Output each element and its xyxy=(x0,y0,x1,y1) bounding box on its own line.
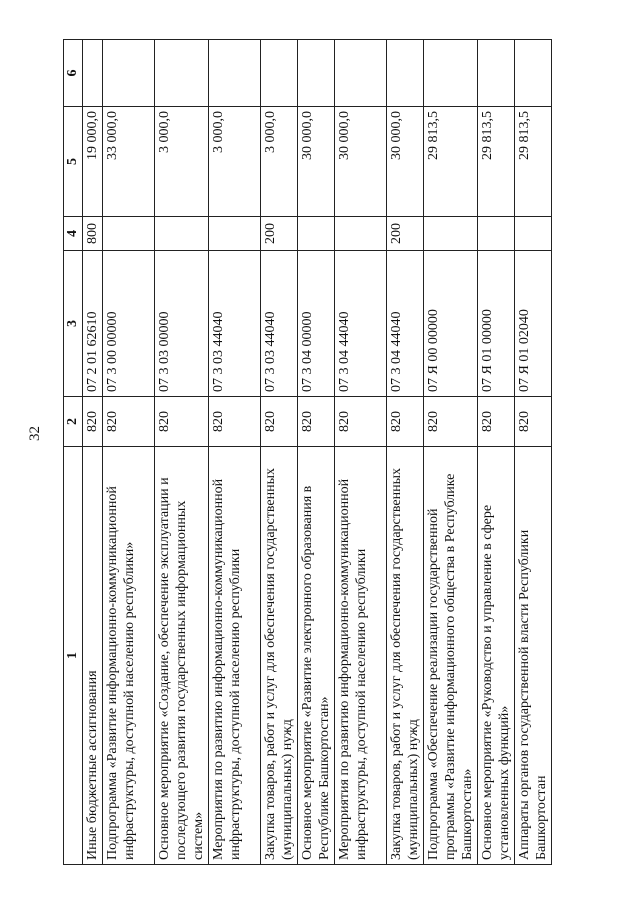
table-cell-vr xyxy=(298,217,335,251)
table-cell-vr xyxy=(515,217,552,251)
budget-table xyxy=(63,39,552,865)
table-cell-sum: 3 000,0 xyxy=(261,107,298,217)
table-cell-extra xyxy=(209,40,261,107)
table-cell-name: Мероприятия по развитию информационно-коммуникационной инфраструктуры, доступной населению республики xyxy=(335,447,387,865)
table-cell-code: 07 3 00 00000 xyxy=(103,251,155,397)
table-cell-sum: 29 813,5 xyxy=(424,107,478,217)
table-cell-name: Основное мероприятие «Развитие электронного образования в Республике Башкортостан» xyxy=(298,447,335,865)
table-cell-vr xyxy=(155,217,209,251)
table-cell-ved: 820 xyxy=(424,397,478,447)
table-cell-ved: 820 xyxy=(335,397,387,447)
table-cell-ved: 820 xyxy=(478,397,515,447)
table-cell-vr xyxy=(424,217,478,251)
table-row xyxy=(155,40,209,865)
table-cell-name: Основное мероприятие «Создание, обеспечение эксплуатации и последующего развития государственных информационных систем» xyxy=(155,447,209,865)
table-cell-code: 07 3 03 44040 xyxy=(209,251,261,397)
table-cell-ved: 820 xyxy=(387,397,424,447)
table-cell-sum: 3 000,0 xyxy=(209,107,261,217)
header-row xyxy=(64,40,83,865)
header-cell: 5 xyxy=(64,107,83,217)
header-cell: 3 xyxy=(64,251,83,397)
table-cell-name: Подпрограмма «Развитие информационно-коммуникационной инфраструктуры, доступной населению республики» xyxy=(103,447,155,865)
table-cell-name: Аппараты органов государственной власти Республики Башкортостан xyxy=(515,447,552,865)
table-cell-extra xyxy=(478,40,515,107)
table-cell-sum: 29 813,5 xyxy=(478,107,515,217)
table-cell-ved: 820 xyxy=(83,397,103,447)
table-cell-ved: 820 xyxy=(103,397,155,447)
table-cell-code: 07 3 03 44040 xyxy=(261,251,298,397)
table-row xyxy=(298,40,335,865)
header-cell: 6 xyxy=(64,40,83,107)
table-row xyxy=(335,40,387,865)
table-cell-vr: 800 xyxy=(83,217,103,251)
table-cell-vr xyxy=(103,217,155,251)
table-row xyxy=(478,40,515,865)
table-row xyxy=(387,40,424,865)
header-cell: 1 xyxy=(64,447,83,865)
table-cell-sum: 3 000,0 xyxy=(155,107,209,217)
table-row xyxy=(515,40,552,865)
table-cell-code: 07 3 04 44040 xyxy=(387,251,424,397)
table-cell-vr: 200 xyxy=(387,217,424,251)
table-cell-sum: 33 000,0 xyxy=(103,107,155,217)
table-cell-name: Основное мероприятие «Руководство и управление в сфере установленных функций» xyxy=(478,447,515,865)
table-cell-name: Мероприятия по развитию информационно-коммуникационной инфраструктуры, доступной населению республики xyxy=(209,447,261,865)
table-cell-sum: 29 813,5 xyxy=(515,107,552,217)
table-row xyxy=(83,40,103,865)
table-row xyxy=(261,40,298,865)
table-cell-ved: 820 xyxy=(209,397,261,447)
rotated-table-wrapper xyxy=(63,40,603,865)
table-cell-sum: 19 000,0 xyxy=(83,107,103,217)
table-cell-name: Подпрограмма «Обеспечение реализации государственной программы «Развитие информационного общества в Республике Башкортостан» xyxy=(424,447,478,865)
table-cell-name: Закупка товаров, работ и услуг для обеспечения государственных (муниципальных) нужд xyxy=(261,447,298,865)
table-cell-sum: 30 000,0 xyxy=(298,107,335,217)
table-row xyxy=(209,40,261,865)
table-cell-extra xyxy=(335,40,387,107)
table-cell-extra xyxy=(515,40,552,107)
table-cell-vr xyxy=(478,217,515,251)
table-row xyxy=(424,40,478,865)
table-cell-sum: 30 000,0 xyxy=(387,107,424,217)
table-cell-code: 07 Я 00 00000 xyxy=(424,251,478,397)
table-cell-name: Иные бюджетные ассигнования xyxy=(83,447,103,865)
table-cell-name: Закупка товаров, работ и услуг для обеспечения государственных (муниципальных) нужд xyxy=(387,447,424,865)
table-cell-vr xyxy=(335,217,387,251)
page-number: 32 xyxy=(27,426,43,441)
table-cell-extra xyxy=(83,40,103,107)
header-cell: 2 xyxy=(64,397,83,447)
table-row xyxy=(103,40,155,865)
table-cell-code: 07 3 03 00000 xyxy=(155,251,209,397)
table-cell-sum: 30 000,0 xyxy=(335,107,387,217)
table-cell-vr xyxy=(209,217,261,251)
table-cell-extra xyxy=(298,40,335,107)
table-cell-code: 07 2 01 62610 xyxy=(83,251,103,397)
table-cell-extra xyxy=(387,40,424,107)
table-cell-code: 07 3 04 44040 xyxy=(335,251,387,397)
table-cell-ved: 820 xyxy=(155,397,209,447)
table-cell-extra xyxy=(103,40,155,107)
table-cell-code: 07 Я 01 02040 xyxy=(515,251,552,397)
table-cell-extra xyxy=(155,40,209,107)
table-cell-ved: 820 xyxy=(261,397,298,447)
table-cell-ved: 820 xyxy=(515,397,552,447)
table-cell-vr: 200 xyxy=(261,217,298,251)
table-cell-code: 07 3 04 00000 xyxy=(298,251,335,397)
table-cell-extra xyxy=(261,40,298,107)
table-cell-code: 07 Я 01 00000 xyxy=(478,251,515,397)
table-cell-ved: 820 xyxy=(298,397,335,447)
header-cell: 4 xyxy=(64,217,83,251)
table-cell-extra xyxy=(424,40,478,107)
